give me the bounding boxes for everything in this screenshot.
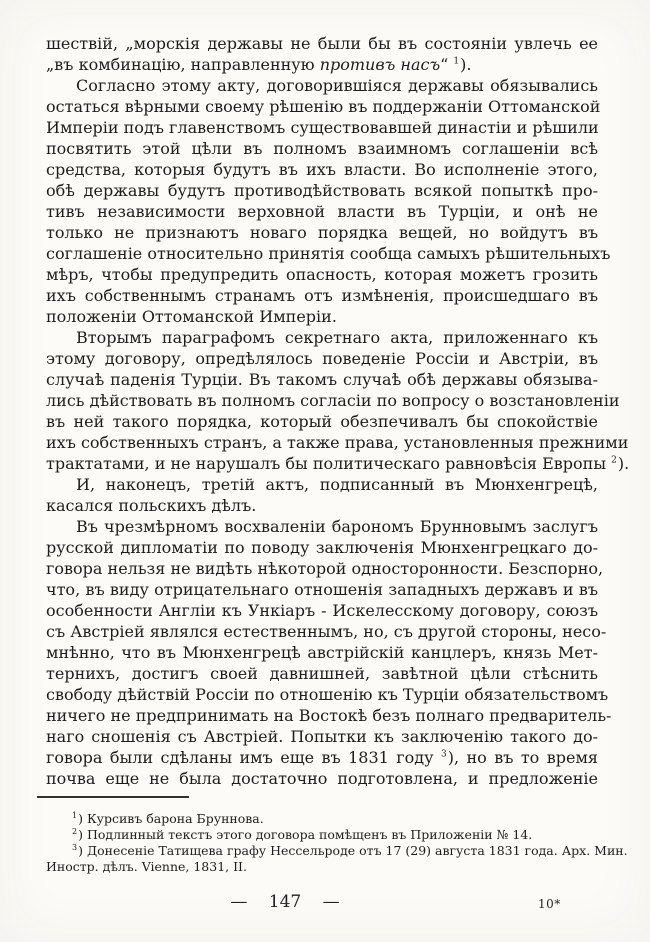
body-line	[46, 642, 598, 663]
body-line	[46, 96, 601, 117]
body-line	[46, 306, 598, 327]
body-line	[46, 138, 598, 159]
body-line	[46, 117, 598, 138]
text-segment: обѣ державы будутъ противодѣйствовать всякой попыткѣ про-	[46, 181, 598, 200]
text-segment: случаѣ паденія Турціи. Въ такомъ случаѣ обѣ державы обязыва-	[46, 370, 598, 389]
body-line	[46, 369, 598, 390]
footnote-marker: 2	[611, 455, 618, 466]
text-segment: ), но въ то время	[447, 748, 598, 767]
text-segment: ничего не предпринимать на Востокѣ безъ полнаго предваритель-	[46, 706, 612, 725]
text-segment: ).	[617, 454, 630, 473]
body-line	[46, 495, 598, 516]
text-segment: говора были сдѣланы имъ еще въ 1831 году	[46, 748, 441, 767]
body-line	[46, 558, 604, 579]
body-line	[46, 747, 598, 768]
footnote-line	[46, 811, 598, 827]
text-segment: И, наконецъ, третій актъ, подписанный въ Мюнхенгрецѣ,	[76, 475, 598, 494]
text-segment: Вторымъ параграфомъ секретнаго акта, приложеннаго къ	[76, 328, 598, 347]
body-line	[46, 768, 598, 789]
text-segment: русской дипломатіи по поводу заключенія Мюнхенгрецкаго до-	[46, 538, 598, 557]
body-line	[46, 201, 598, 222]
body-line	[46, 243, 611, 264]
body-line	[46, 537, 598, 558]
body-line	[46, 684, 609, 705]
body-line	[46, 600, 598, 621]
body-line	[46, 75, 598, 96]
body-line	[46, 663, 598, 684]
text-segment: положеніи Оттоманской Имперіи.	[46, 307, 337, 326]
body-line	[46, 411, 598, 432]
text-segment: ихъ собственнымъ странамъ отъ измѣненія, происшедшаго въ	[46, 286, 598, 305]
body-line	[46, 159, 598, 180]
footnote-separator	[37, 796, 189, 798]
text-segment: что, въ виду отрицательнаго отношенія западныхъ державъ и въ	[46, 580, 598, 599]
body-line	[46, 180, 598, 201]
text-segment: остаться вѣрными своему рѣшенію въ поддержаніи Оттоманской	[46, 97, 601, 116]
page-body	[46, 33, 630, 789]
text-segment: мнѣнно, что въ Мюнхенгрецѣ австрійскій канцлеръ, князь Мет-	[46, 643, 598, 662]
signature-mark: 10*	[538, 897, 561, 911]
text-segment: тернихъ, достигъ своей давнишней, завѣтной цѣли стѣснить	[46, 664, 598, 683]
text-segment: Въ чрезмѣрномъ восхваленіи барономъ Брунновымъ заслугъ	[76, 517, 598, 536]
page-number-value: 147	[268, 892, 302, 912]
body-line	[46, 327, 598, 348]
body-line	[46, 285, 598, 306]
text-segment: “	[440, 55, 454, 74]
body-line	[46, 579, 598, 600]
text-segment: только не признаютъ новаго порядка вещей, но войдутъ въ	[46, 223, 598, 242]
text-segment: свободу дѣйствій Россіи по отношенію къ Турціи обязательствомъ	[46, 685, 609, 704]
footnote-marker: 3	[72, 842, 79, 852]
text-segment: ).	[460, 55, 472, 74]
footnotes	[46, 810, 628, 875]
text-segment: посвятить этой цѣли въ полномъ взаимномъ соглашеніи всѣ	[46, 139, 598, 158]
body-line	[46, 33, 598, 54]
text-segment: трактатами, и не нарушалъ бы политическаго равновѣсія Европы	[46, 454, 612, 473]
body-line	[46, 705, 612, 726]
text-segment: шествій, „морскія державы не были бы въ состояніи увлечь ее	[46, 34, 598, 53]
body-line	[46, 474, 598, 495]
page-footer	[46, 892, 598, 916]
italic-text: противъ насъ	[319, 55, 441, 74]
text-segment: касался польскихъ дѣлъ.	[46, 496, 257, 515]
text-segment: лись дѣйствовать въ полномъ согласіи по вопросу о возстановленіи	[46, 391, 620, 410]
text-segment: въ ней такого порядка, который обезпечивалъ бы спокойствіе	[46, 412, 598, 431]
body-line	[46, 516, 598, 537]
text-segment: Имперіи подъ главенствомъ существовавшей династіи и рѣшили	[46, 118, 599, 137]
footnote-marker: 1	[72, 810, 79, 820]
page-number	[46, 892, 524, 912]
text-segment: тивъ независимости верховной власти въ Турціи, и онѣ не	[46, 202, 598, 221]
footnote-line	[46, 842, 628, 859]
body-line	[46, 222, 598, 243]
page-number-dash-left: —	[230, 892, 248, 912]
body-line	[46, 54, 598, 75]
text-segment: средства, которыя будутъ въ ихъ власти. Во исполненіе этого,	[46, 160, 598, 179]
footnote-line	[46, 827, 598, 843]
text-segment: съ Австріей являлся естественнымъ, но, съ другой стороны, несо-	[46, 622, 607, 641]
text-segment: мѣръ, чтобы предупредить опасность, которая можетъ грозить	[46, 265, 598, 284]
text-segment: ) Курсивъ барона Бруннова.	[78, 811, 264, 826]
body-line	[46, 726, 598, 747]
page-number-dash-right: —	[322, 892, 340, 912]
text-segment: говора нельзя не видѣть нѣкоторой односторонности. Безспорно,	[46, 559, 604, 578]
text-segment: ) Подлинный текстъ этого договора помѣщенъ въ Приложеніи № 14.	[78, 827, 533, 842]
text-segment: наго сношенія съ Австріей. Попытки къ заключенію такого до-	[46, 727, 598, 746]
text-segment: соглашеніе относительно принятія сообща самыхъ рѣшительныхъ	[46, 244, 611, 263]
text-segment: особенности Англіи къ Ункіаръ - Искелесскому договору, союзъ	[46, 601, 598, 620]
body-line	[46, 453, 630, 474]
text-segment: почва еще не была достаточно подготовлена, и предложеніе	[46, 769, 598, 788]
footnote-marker: 2	[72, 826, 79, 836]
text-segment: ) Донесеніе Татищева графу Нессельроде отъ 17 (29) августа 1831 года. Арх. Мин.	[78, 843, 628, 858]
footnote-marker: 1	[453, 56, 461, 67]
text-segment: ихъ собственныхъ странъ, а также права, установленныя прежними	[46, 433, 629, 452]
footnote-marker: 3	[440, 749, 448, 760]
body-line	[46, 264, 598, 285]
body-line	[46, 621, 607, 642]
body-line	[46, 348, 598, 369]
footnote-line	[46, 859, 598, 875]
text-segment: этому договору, опредѣлялось поведеніе Россіи и Австріи, въ	[46, 349, 598, 368]
text-segment: Иностр. дѣлъ. Vienne, 1831, II.	[46, 859, 247, 874]
text-segment: „въ комбинацію, направленную	[46, 55, 320, 74]
body-line	[46, 390, 620, 411]
text-segment: Согласно этому акту, договорившіяся державы обязывались	[76, 76, 598, 95]
body-line	[46, 432, 629, 453]
